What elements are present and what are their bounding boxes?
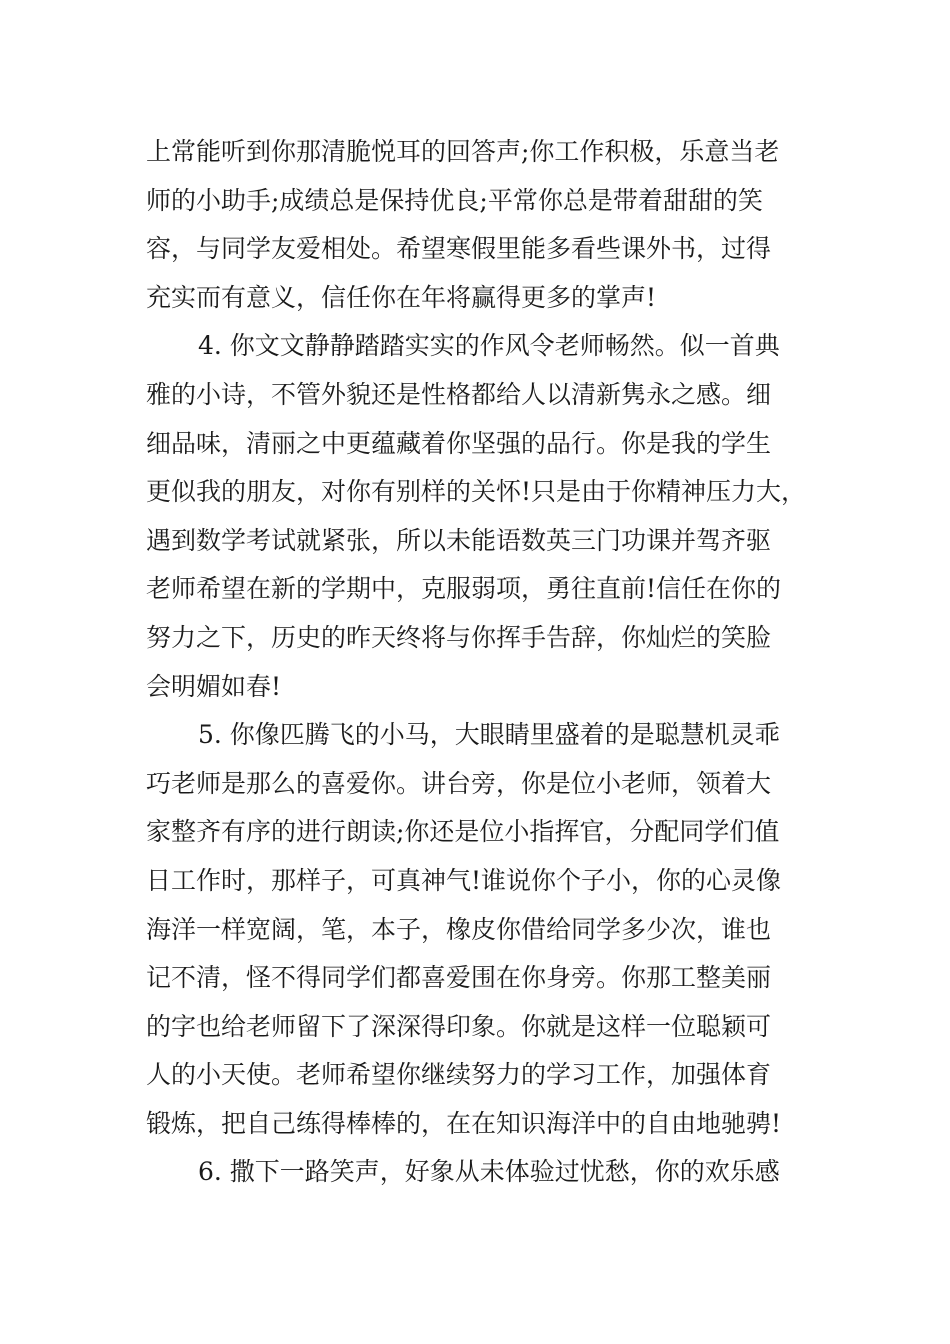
text-line: 锻炼，把自己练得棒棒的，在在知识海洋中的自由地驰骋! <box>146 1108 782 1138</box>
text-line: 师的小助手;成绩总是保持优良;平常你总是带着甜甜的笑 <box>146 185 763 215</box>
text-line: 更似我的朋友，对你有别样的关怀!只是由于你精神压力大， <box>146 477 807 507</box>
text-line: 细品味，清丽之中更蕴藏着你坚强的品行。你是我的学生 <box>146 428 772 458</box>
paragraph-5-first-line: 5. 你像匹腾飞的小马，大眼睛里盛着的是聪慧机灵乖 <box>198 720 780 750</box>
text-line: 海洋一样宽阔，笔，本子，橡皮你借给同学多少次，谁也 <box>146 914 772 944</box>
text-line: 老师希望在新的学期中，克服弱项，勇往直前!信任在你的 <box>146 574 782 604</box>
body-text <box>146 128 846 1197</box>
text-line: 遇到数学考试就紧张，所以未能语数英三门功课并驾齐驱 <box>146 525 772 555</box>
text-line: 上常能听到你那清脆悦耳的回答声;你工作积极，乐意当老 <box>146 137 780 166</box>
text-line: 巧老师是那么的喜爱你。讲台旁，你是位小老师，领着大 <box>146 768 772 798</box>
text-line: 日工作时，那样子，可真神气!谁说你个子小，你的心灵像 <box>146 865 782 895</box>
text-line: 的字也给老师留下了深深得印象。你就是这样一位聪颖可 <box>146 1011 772 1041</box>
text-line: 努力之下，历史的昨天终将与你挥手告辞，你灿烂的笑脸 <box>146 622 772 652</box>
text-line: 人的小天使。老师希望你继续努力的学习工作，加强体育 <box>146 1060 772 1090</box>
text-line: 容，与同学友爱相处。希望寒假里能多看些课外书，过得 <box>146 234 772 264</box>
text-line: 充实而有意义，信任你在年将赢得更多的掌声! <box>146 282 657 312</box>
paragraph-6-first-line: 6. 撒下一路笑声，好象从未体验过忧愁，你的欢乐感 <box>198 1157 780 1187</box>
text-line: 家整齐有序的进行朗读;你还是位小指挥官，分配同学们值 <box>146 817 780 847</box>
text-line: 雅的小诗，不管外貌还是性格都给人以清新隽永之感。细 <box>146 379 772 409</box>
text-line: 记不清，怪不得同学们都喜爱围在你身旁。你那工整美丽 <box>146 963 772 993</box>
paragraph-4-first-line: 4. 你文文静静踏踏实实的作风令老师畅然。似一首典 <box>198 331 780 361</box>
text-line: 会明媚如春! <box>146 671 282 701</box>
